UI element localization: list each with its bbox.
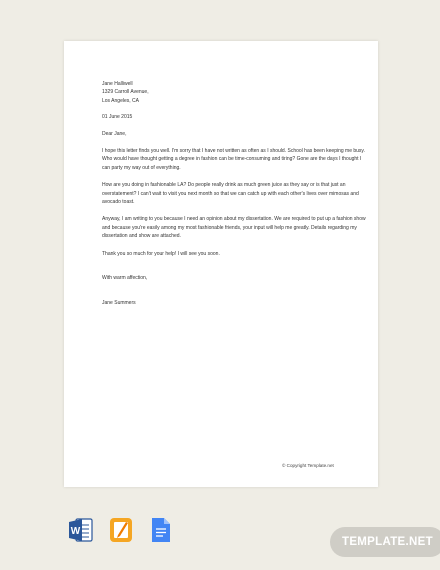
sender-city: Los Angeles, CA: [102, 97, 139, 104]
letter-body: [102, 80, 366, 307]
paragraph-2: How are you doing in fashionable LA? Do people really drink as much green juice as they say or is that just an overstatement? I can't wait to visit you next month so that we can catch up with each other's lives over mimosas and avocado toast.: [102, 182, 359, 206]
sender-street: 1329 Carroll Avenue,: [102, 89, 149, 96]
app-format-icons: [68, 516, 174, 544]
copyright-text: © Copyright Template.net: [282, 463, 334, 468]
signature: Jane Summers: [102, 299, 136, 306]
sender-name: Jane Halliwell: [102, 81, 133, 87]
letter-date: 01 June 2015: [102, 114, 133, 121]
word-icon[interactable]: [68, 516, 94, 544]
paragraph-4: Thank you so much for your help! I will see you soon.: [102, 250, 220, 257]
salutation: Dear Jane,: [102, 130, 127, 137]
pages-icon[interactable]: [108, 516, 134, 544]
closing: With warm affection,: [102, 275, 148, 282]
google-docs-icon[interactable]: [148, 516, 174, 544]
brand-badge[interactable]: TEMPLATE.NET: [330, 527, 440, 557]
paragraph-3: Anyway, I am writing to you because I need an opinion about my dissertation. We are required to put up a fashion show and because you're easily among my most fashionable friends, your input will help me greatly. Details regarding my dissertation and show are attached.: [102, 216, 366, 240]
word-letter: W: [70, 526, 81, 537]
paragraph-1: I hope this letter finds you well. I'm sorry that I have not written as often as I should. School has been keeping me busy. Who would have thought getting a degree in fashion can be time-consuming and tiring? Gone are the days I thought I can party my way out of everything.: [102, 148, 365, 171]
